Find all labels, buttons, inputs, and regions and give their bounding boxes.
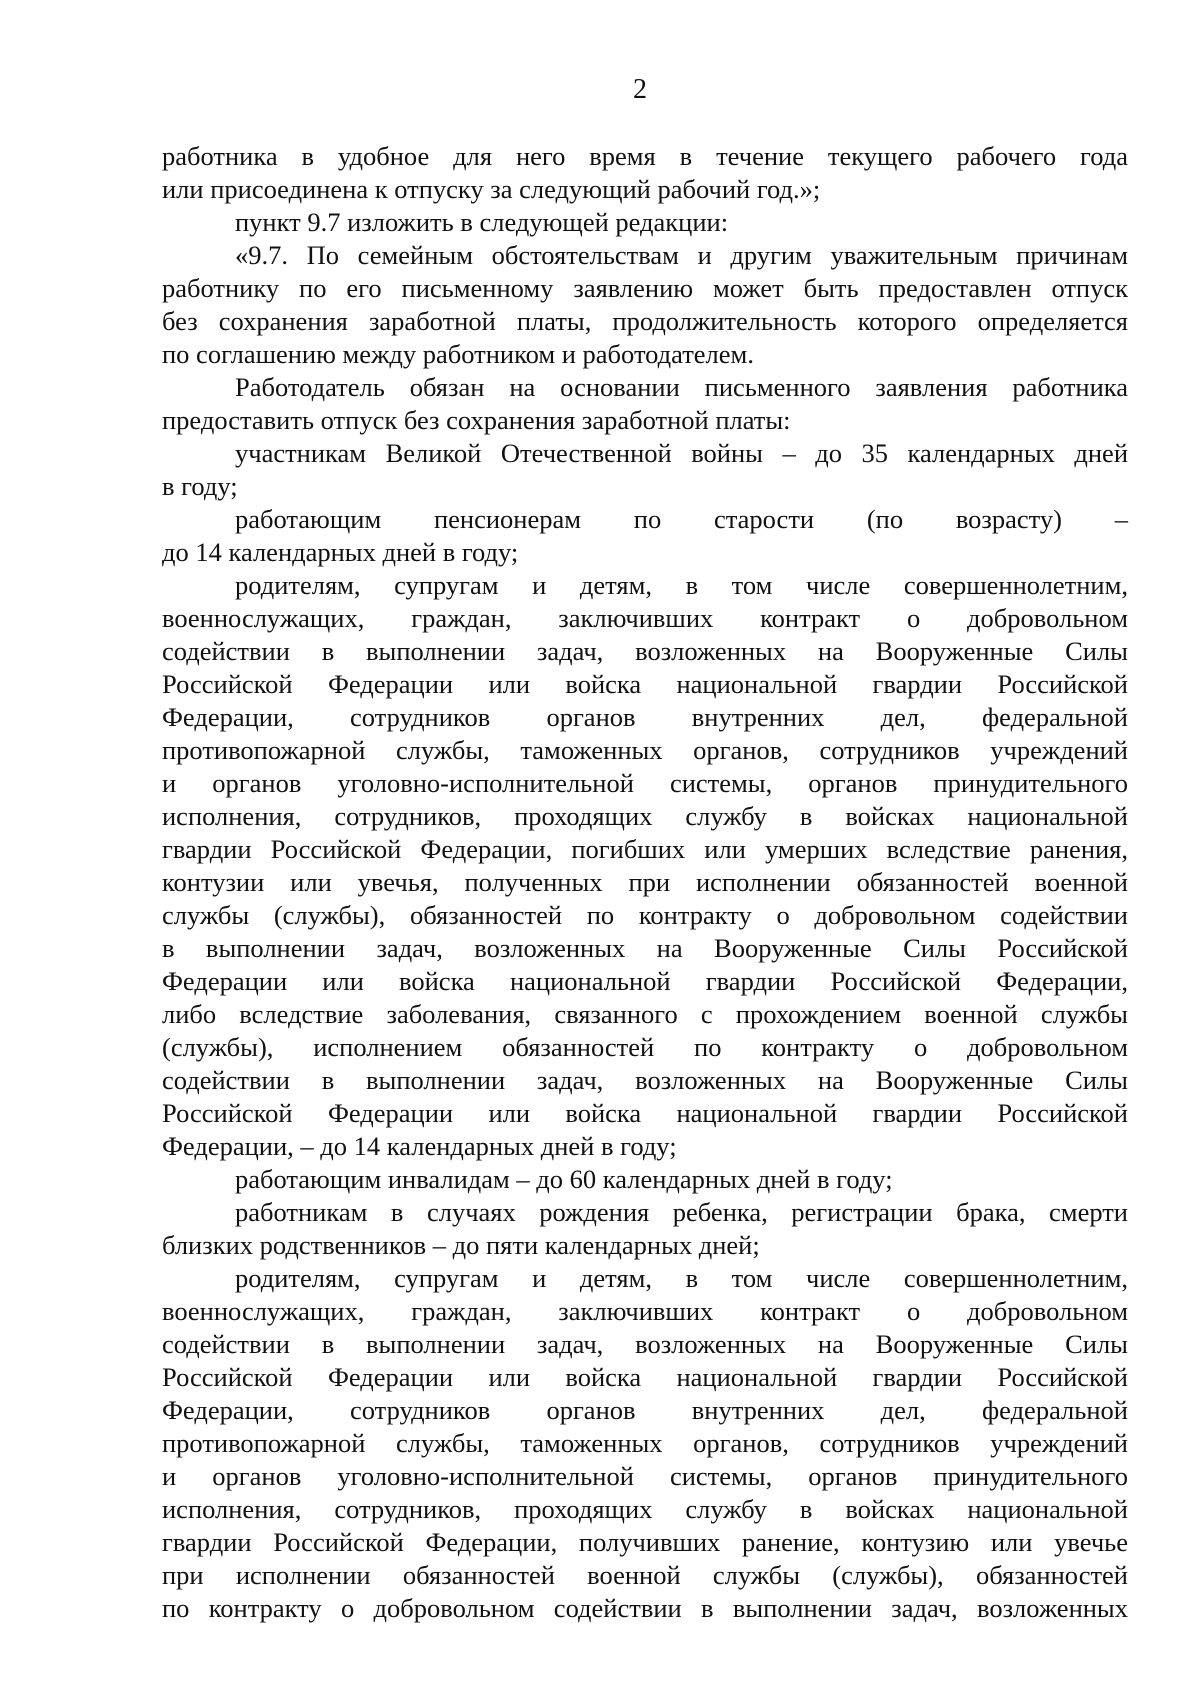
text-line: работникам в случаях рождения ребенка, регистрации брака, смерти bbox=[235, 1197, 1128, 1227]
text-line: и органов уголовно-исполнительной системы, органов принудительного bbox=[162, 768, 1128, 798]
text-line: работника в удобное для него время в течение текущего рабочего года bbox=[162, 141, 1128, 171]
text-line: по соглашению между работником и работодателем. bbox=[162, 339, 754, 369]
text-line: Федерации или войска национальной гвардии Российской Федерации, bbox=[162, 966, 1128, 996]
text-line: Работодатель обязан на основании письменного заявления работника bbox=[235, 372, 1128, 402]
text-line: (службы), исполнением обязанностей по контракту о добровольном bbox=[162, 1032, 1128, 1062]
text-line: пункт 9.7 изложить в следующей редакции: bbox=[235, 207, 729, 237]
text-line: противопожарной службы, таможенных органов, сотрудников учреждений bbox=[162, 735, 1128, 765]
text-line: Российской Федерации или войска национальной гвардии Российской bbox=[162, 1098, 1128, 1128]
text-line: военнослужащих, граждан, заключивших контракт о добровольном bbox=[162, 1296, 1128, 1326]
text-line: содействии в выполнении задач, возложенных на Вооруженные Силы bbox=[162, 1065, 1128, 1095]
text-line: или присоединена к отпуску за следующий рабочий год.»; bbox=[162, 174, 821, 204]
document-body bbox=[162, 140, 1128, 1625]
text-line: родителям, супругам и детям, в том числе совершеннолетним, bbox=[235, 1263, 1128, 1293]
text-line: контузии или увечья, полученных при исполнении обязанностей военной bbox=[162, 867, 1128, 897]
text-line: участникам Великой Отечественной войны – до 35 календарных дней bbox=[235, 438, 1128, 468]
text-line: до 14 календарных дней в году; bbox=[162, 537, 519, 567]
text-line: службы (службы), обязанностей по контракту о добровольном содействии bbox=[162, 900, 1128, 930]
text-line: в году; bbox=[162, 471, 238, 501]
text-line: либо вследствие заболевания, связанного с прохождением военной службы bbox=[162, 999, 1128, 1029]
text-line: исполнения, сотрудников, проходящих службу в войсках национальной bbox=[162, 1494, 1128, 1524]
text-line: гвардии Российской Федерации, погибших или умерших вследствие ранения, bbox=[162, 834, 1128, 864]
text-line: военнослужащих, граждан, заключивших контракт о добровольном bbox=[162, 603, 1128, 633]
text-line: предоставить отпуск без сохранения заработной платы: bbox=[162, 405, 791, 435]
text-line: содействии в выполнении задач, возложенных на Вооруженные Силы bbox=[162, 1329, 1128, 1359]
text-line: Федерации, – до 14 календарных дней в году; bbox=[162, 1131, 677, 1161]
text-line: в выполнении задач, возложенных на Вооруженные Силы Российской bbox=[162, 933, 1128, 963]
text-line: Федерации, сотрудников органов внутренних дел, федеральной bbox=[162, 702, 1128, 732]
text-line: Российской Федерации или войска национальной гвардии Российской bbox=[162, 669, 1128, 699]
text-line: работнику по его письменному заявлению может быть предоставлен отпуск bbox=[162, 273, 1128, 303]
text-line: близких родственников – до пяти календарных дней; bbox=[162, 1230, 760, 1260]
text-line: работающим инвалидам – до 60 календарных дней в году; bbox=[235, 1164, 893, 1194]
text-line: «9.7. По семейным обстоятельствам и другим уважительным причинам bbox=[235, 240, 1128, 270]
text-line: без сохранения заработной платы, продолжительность которого определяется bbox=[162, 306, 1128, 336]
text-line: гвардии Российской Федерации, получивших ранение, контузию или увечье bbox=[162, 1527, 1128, 1557]
text-line: Российской Федерации или войска национальной гвардии Российской bbox=[162, 1362, 1128, 1392]
text-line: Федерации, сотрудников органов внутренних дел, федеральной bbox=[162, 1395, 1128, 1425]
text-line: исполнения, сотрудников, проходящих службу в войсках национальной bbox=[162, 801, 1128, 831]
text-line: противопожарной службы, таможенных органов, сотрудников учреждений bbox=[162, 1428, 1128, 1458]
text-line: содействии в выполнении задач, возложенных на Вооруженные Силы bbox=[162, 636, 1128, 666]
text-line: по контракту о добровольном содействии в выполнении задач, возложенных bbox=[162, 1593, 1128, 1623]
page-number: 2 bbox=[633, 74, 647, 105]
text-line: и органов уголовно-исполнительной системы, органов принудительного bbox=[162, 1461, 1128, 1491]
text-line: родителям, супругам и детям, в том числе совершеннолетним, bbox=[235, 570, 1128, 600]
text-line: при исполнении обязанностей военной службы (службы), обязанностей bbox=[162, 1560, 1128, 1590]
text-line: работающим пенсионерам по старости (по возрасту) – bbox=[235, 504, 1128, 534]
